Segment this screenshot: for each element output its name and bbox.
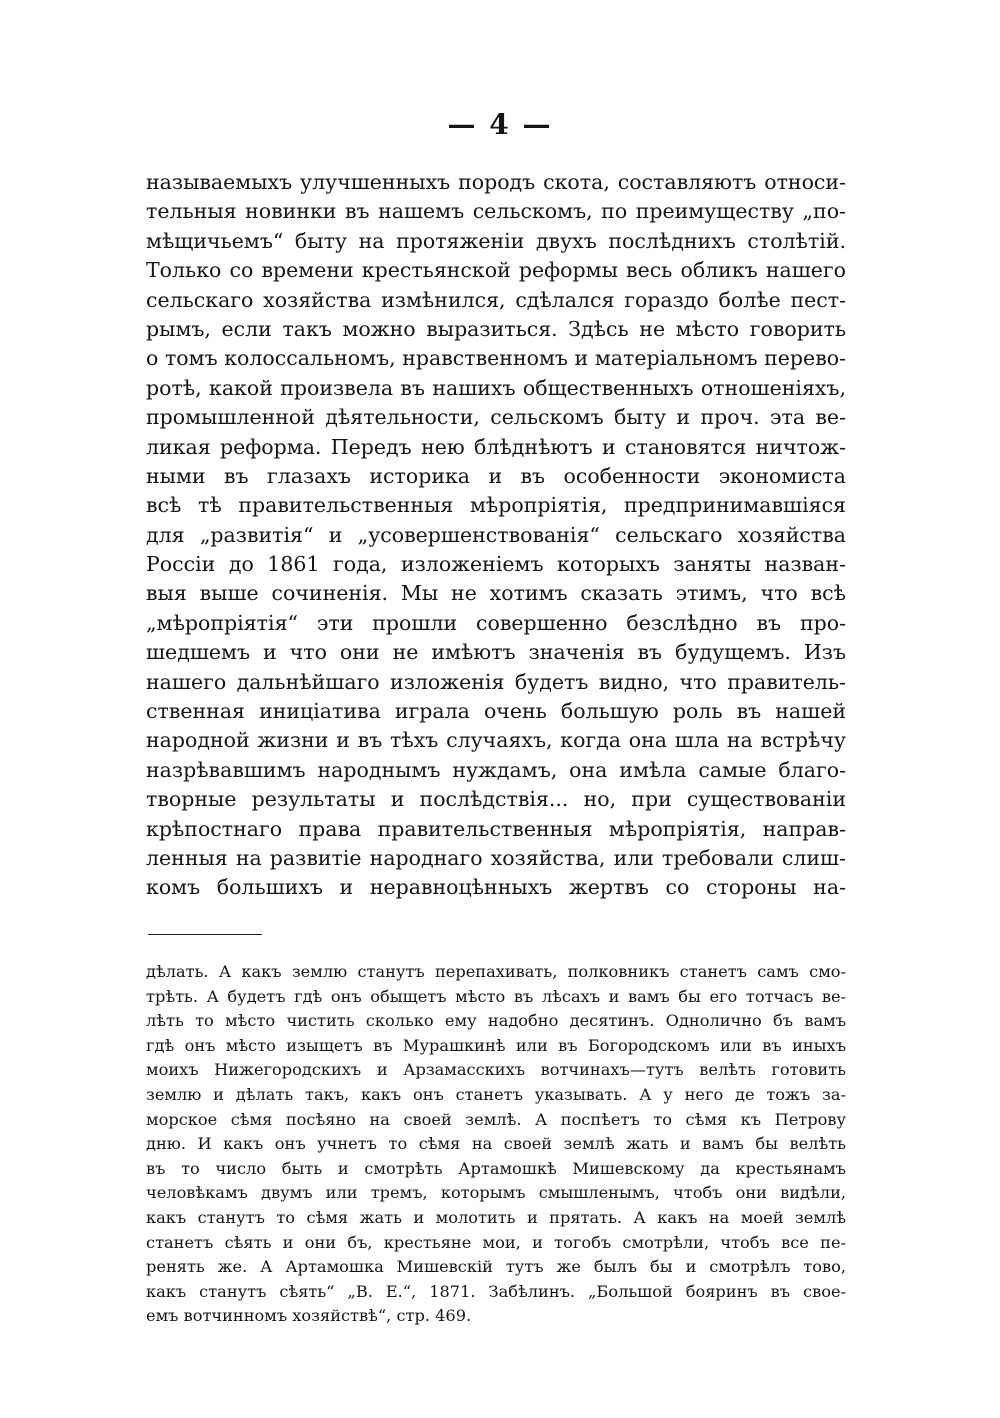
text-line: мѣщичьемъ“ быту на протяженіи двухъ послѣднихъ столѣтій. [146,228,846,253]
text-line: сельскаго хозяйства измѣнился, сдѣлался гораздо болѣе пест- [146,287,846,312]
text-line: промышленной дѣятельности, сельскомъ быту и проч. эта ве- [146,405,846,430]
text-line: о томъ колоссальномъ, нравственномъ и матеріальномъ перево- [146,346,846,371]
footnote-line: землю и дѣлать такъ, какъ онъ станетъ указывать. А у него де тожъ за- [146,1084,846,1104]
text-line: творные результаты и послѣдствія... но, при существованіи [146,787,846,812]
footnote-line: какъ станутъ сѣять“ „В. Е.“, 1871. Забѣлинъ. „Большой бояринъ въ свое- [146,1281,846,1301]
text-line: тельныя новинки въ нашемъ сельскомъ, по преимуществу „по- [146,199,846,224]
text-line: ными въ глазахъ историка и въ особенности экономиста [146,463,846,488]
text-line: ственная иниціатива играла очень большую роль въ нашей [146,699,846,724]
footnote-line: гдѣ онъ мѣсто изыщетъ въ Мурашкинѣ или въ Богородскомъ или въ иныхъ [146,1035,846,1055]
footnote-line: моихъ Нижегородскихъ и Арзамасскихъ вотчинахъ—тутъ велѣть готовить [146,1060,846,1080]
footnote-line: какъ станутъ то сѣмя жать и молотить и прятать. А какъ на моей землѣ [146,1207,846,1227]
footnote-line: дѣлать. А какъ землю станутъ перепахивать, полковникъ станетъ самъ смо- [146,962,846,981]
text-line: шедшемъ и что они не имѣютъ значенія въ будущемъ. Изъ [146,640,846,665]
footnote-line: морское сѣмя посѣяно на своей землѣ. А поспѣетъ то сѣмя къ Петрову [146,1109,846,1129]
footnote-line: человѣкамъ двумъ или тремъ, которымъ смышленымъ, чтобъ они видѣли, [146,1183,846,1203]
page-number: — 4 — [447,108,553,141]
text-line: нашего дальнѣйшаго изложенія будетъ видно, что правитель- [146,669,846,694]
footnote-line: лѣть то мѣсто чистить сколько ему надобно десятинъ. Однолично бъ вамъ [146,1011,846,1031]
footnote-line: емъ вотчинномъ хозяйствѣ“, стр. 469. [146,1306,472,1326]
text-line: крѣпостнаго права правительственныя мѣропріятія, направ- [146,816,846,841]
main-text-body [146,168,846,903]
footnote-divider [148,934,262,935]
text-line: Россіи до 1861 года, изложеніемъ которыхъ заняты назван- [146,552,846,577]
text-line: ленныя на развитіе народнаго хозяйства, или требовали слиш- [146,845,846,870]
footnote-line: ренять же. А Артамошка Мишевскій тутъ же былъ бы и смотрѣлъ тово, [146,1257,846,1277]
text-line: рымъ, если такъ можно выразиться. Здѣсь не мѣсто говорить [146,316,846,341]
footnote-text [146,960,846,1329]
text-line: ротѣ, какой произвела въ нашихъ общественныхъ отношеніяхъ, [146,375,846,400]
text-line: назрѣвавшимъ народнымъ нуждамъ, она имѣла самые благо- [146,757,846,782]
footnote-line: въ то число быть и смотрѣть Артамошкѣ Мишевскому да крестьянамъ [146,1158,846,1178]
text-line: народной жизни и въ тѣхъ случаяхъ, когда она шла на встрѣчу [146,728,846,753]
footnote-line: станетъ сѣять и они бъ, крестьяне мои, и тогобъ смотрѣли, чтобъ все пе- [146,1232,846,1252]
text-line: ликая реформа. Передъ нею блѣднѣютъ и становятся ничтож- [146,434,846,459]
text-line: комъ большихъ и неравноцѣнныхъ жертвъ со стороны на- [146,875,846,900]
text-line: выя выше сочиненія. Мы не хотимъ сказать этимъ, что всѣ [146,581,846,606]
text-line: называемыхъ улучшенныхъ породъ скота, составляютъ относи- [146,170,846,194]
text-line: для „развитія“ и „усовершенствованія“ сельскаго хозяйства [146,522,846,547]
footnote-line: дню. И какъ онъ учнетъ то сѣмя на своей землѣ жать и вамъ бы велѣть [146,1134,846,1154]
text-line: Только со времени крестьянской реформы весь обликъ нашего [146,258,846,283]
text-line: всѣ тѣ правительственныя мѣропріятія, предпринимавшіяся [146,493,846,518]
text-line: „мѣропріятія“ эти прошли совершенно безслѣдно въ про- [146,610,846,635]
footnote-line: трѣть. А будетъ гдѣ онъ обыщетъ мѣсто въ лѣсахъ и вамъ бы его тотчасъ ве- [146,986,846,1006]
